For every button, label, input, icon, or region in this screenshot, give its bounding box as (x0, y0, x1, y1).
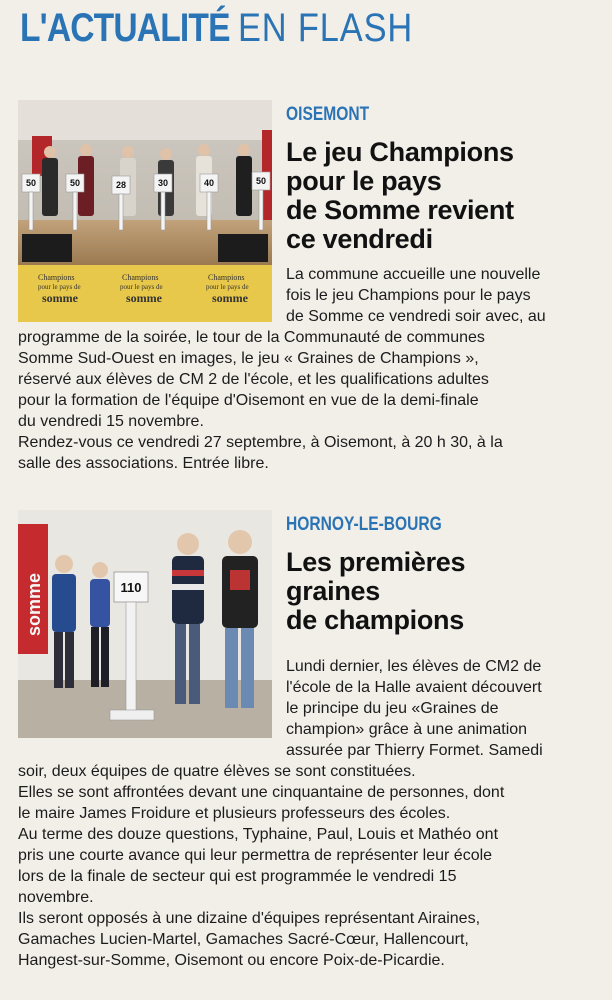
article1-body-line: salle des associations. Entrée libre. (18, 455, 269, 472)
article2-body-line: lors de la finale de secteur qui est programmée le vendredi 15 (18, 868, 457, 885)
article1-title-line: de Somme revient (286, 195, 514, 225)
banner-line: Champions (38, 273, 75, 282)
article2-body-line: champion» grâce à une animation (286, 721, 528, 738)
article2-body-line: assurée par Thierry Formet. Samedi (286, 742, 543, 759)
section-header (20, 6, 442, 51)
banner-line: Champions (208, 273, 245, 282)
article2-body-line: Gamaches Lucien-Martel, Gamaches Sacré-Cœur, Hallencourt, (18, 931, 469, 948)
article1-photo (18, 100, 272, 322)
article2-body-line: le principe du jeu «Graines de (286, 700, 499, 717)
podium-number: 28 (115, 180, 127, 190)
article2-photo (18, 510, 272, 738)
article2-body-wide (18, 761, 504, 971)
article2-body-line: soir, deux équipes de quatre élèves se sont constituées. (18, 763, 416, 780)
article1-body-line: Somme Sud-Ouest en images, le jeu « Graines de Champions », (18, 350, 479, 367)
article1-body-line: du vendredi 15 novembre. (18, 413, 204, 430)
banner-line: Champions (122, 273, 159, 282)
article2-title (286, 548, 465, 635)
article2-title-line: de champions (286, 605, 464, 635)
article1-title-line: Le jeu Champions (286, 137, 514, 167)
podium-number: 50 (255, 176, 267, 186)
article1-body-narrow (286, 264, 546, 327)
article1-title (286, 138, 514, 254)
banner-somme: somme (24, 572, 44, 636)
article1-body-line: Rendez-vous ce vendredi 27 septembre, à Oisemont, à 20 h 30, à la (18, 434, 503, 451)
article1-title-line: ce vendredi (286, 224, 433, 254)
article1-body-wide (18, 327, 503, 474)
banner-line: pour le pays de (120, 283, 163, 291)
article2-body-line: novembre. (18, 889, 94, 906)
header-title-bold: L'ACTUALITÉ (20, 6, 230, 50)
header-title-light: EN FLASH (238, 6, 414, 50)
article2-title-line: Les premières (286, 547, 466, 577)
article1-location: OISEMONT (286, 104, 370, 125)
article1-title-line: pour le pays (286, 166, 442, 196)
article2-body-line: Elles se sont affrontées devant une cinquantaine de personnes, dont (18, 784, 505, 801)
banner-line: somme (42, 291, 78, 305)
article1-body-line: réservé aux élèves de CM 2 de l'école, et les qualifications adultes (18, 371, 489, 388)
podium-number: 40 (203, 178, 215, 188)
article2-body-line: l'école de la Halle avaient découvert (286, 679, 542, 696)
banner-line: pour le pays de (38, 283, 81, 291)
article2-title-line: graines (286, 576, 380, 606)
banner-line: somme (212, 291, 248, 305)
article1-body-line: programme de la soirée, le tour de la Communauté de communes (18, 329, 485, 346)
article2-body-line: pris une courte avance qui leur permettra de représenter leur école (18, 847, 493, 864)
podium-number: 110 (120, 580, 142, 595)
article2-body-line: le maire James Froidure et plusieurs professeurs des écoles. (18, 805, 451, 822)
banner-line: pour le pays de (206, 283, 249, 291)
article1-body-line: fois le jeu Champions pour le pays (286, 287, 531, 304)
banner-line: somme (126, 291, 162, 305)
article2-body-line: Hangest-sur-Somme, Oisemont ou encore Poix-de-Picardie. (18, 952, 445, 969)
article2-location: HORNOY-LE-BOURG (286, 514, 442, 535)
article2-body-line: Lundi dernier, les élèves de CM2 de (286, 658, 542, 675)
article1-body-line: La commune accueille une nouvelle (286, 266, 541, 283)
article2-body-line: Ils seront opposés à une dizaine d'équipes représentant Airaines, (18, 910, 481, 927)
podium-number: 50 (69, 178, 81, 188)
article2-body-narrow (286, 656, 543, 761)
article1-body-line: de Somme ce vendredi soir avec, au (286, 308, 546, 325)
article1-body-line: pour la formation de l'équipe d'Oisemont en vue de la demi-finale (18, 392, 479, 409)
podium-number: 30 (157, 178, 169, 188)
article2-body-line: Au terme des douze questions, Typhaine, Paul, Louis et Mathéo ont (18, 826, 499, 843)
podium-number: 50 (25, 178, 37, 188)
